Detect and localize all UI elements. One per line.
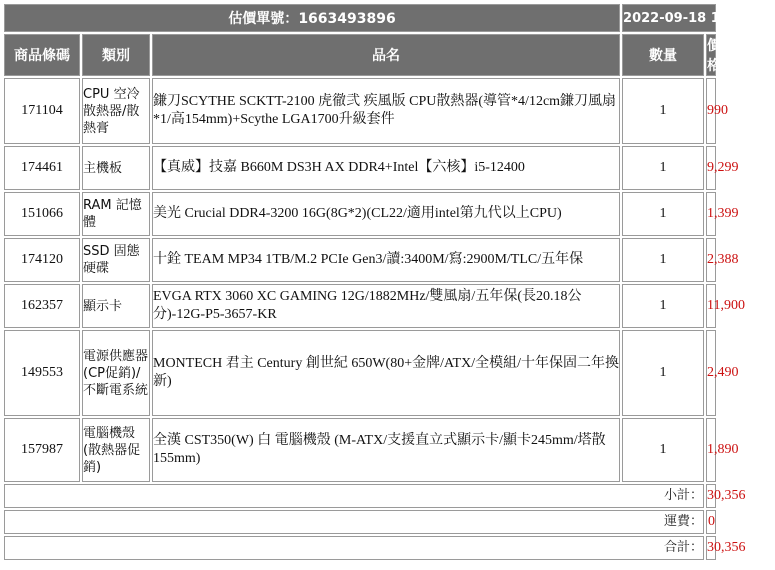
quote-timestamp: 2022-09-18 17:38:16: [622, 4, 716, 32]
quote-number: 1663493896: [298, 11, 396, 27]
table-row: [4, 418, 716, 482]
item-name: 十銓 TEAM MP34 1TB/M.2 PCIe Gen3/讀:3400M/寫:2900M/TLC/五年保: [152, 238, 620, 282]
item-code: 171104: [4, 78, 80, 144]
column-header-code: 商品條碼: [4, 34, 80, 76]
item-name: 美光 Crucial DDR4-3200 16G(8G*2)(CL22/適用intel第九代以上CPU): [152, 192, 620, 236]
item-qty: 1: [622, 146, 704, 190]
shipping-label: 運費：: [4, 510, 704, 534]
quote-number-label: 估價單號：: [228, 11, 299, 27]
item-category: SSD 固態硬碟: [82, 238, 150, 282]
quote-header-row: [4, 4, 716, 32]
item-price: 9,299: [706, 146, 716, 190]
summary-body: [4, 484, 746, 560]
item-code: 151066: [4, 192, 80, 236]
items-body: [4, 78, 746, 482]
item-category: 電腦機殼(散熱器促銷): [82, 418, 150, 482]
subtotal-label: 小計：: [4, 484, 704, 508]
item-qty: 1: [622, 78, 704, 144]
column-header-row: [4, 34, 716, 76]
shipping-row: [4, 510, 716, 534]
item-code: 162357: [4, 284, 80, 328]
table-row: [4, 146, 716, 190]
total-row: [4, 536, 716, 560]
shipping-value: 0: [706, 510, 716, 534]
item-qty: 1: [622, 418, 704, 482]
subtotal-row: [4, 484, 716, 508]
item-code: 157987: [4, 418, 80, 482]
total-value: 30,356: [706, 536, 716, 560]
item-code: 149553: [4, 330, 80, 416]
item-price: 1,890: [706, 418, 716, 482]
item-name: MONTECH 君主 Century 創世紀 650W(80+金牌/ATX/全模組/十年保固二年換新): [152, 330, 620, 416]
column-header-category: 類別: [82, 34, 150, 76]
table-row: [4, 192, 716, 236]
column-header-price: 價格: [706, 34, 716, 76]
subtotal-value: 30,356: [706, 484, 716, 508]
table-row: [4, 330, 716, 416]
column-header-qty: 數量: [622, 34, 704, 76]
table-row: [4, 78, 716, 144]
item-price: 1,399: [706, 192, 716, 236]
item-price: 2,388: [706, 238, 716, 282]
item-name: 【真威】技嘉 B660M DS3H AX DDR4+Intel【六核】i5-12400: [152, 146, 620, 190]
item-qty: 1: [622, 284, 704, 328]
item-price: 2,490: [706, 330, 716, 416]
table-row: [4, 284, 716, 328]
item-qty: 1: [622, 238, 704, 282]
item-name: 鎌刀SCYTHE SCKTT-2100 虎徹弐 疾風版 CPU散熱器(導管*4/12cm鎌刀風扇*1/高154mm)+Scythe LGA1700升級套件: [152, 78, 620, 144]
item-price: 990: [706, 78, 716, 144]
item-category: RAM 記憶體: [82, 192, 150, 236]
quote-table: [2, 2, 775, 562]
item-category: 顯示卡: [82, 284, 150, 328]
item-name: EVGA RTX 3060 XC GAMING 12G/1882MHz/雙風扇/五年保(長20.18公分)-12G-P5-3657-KR: [152, 284, 620, 328]
quote-sheet: [2, 2, 775, 562]
item-qty: 1: [622, 192, 704, 236]
quote-number-header: [4, 4, 620, 32]
item-category: 主機板: [82, 146, 150, 190]
table-row: [4, 238, 716, 282]
column-header-name: 品名: [152, 34, 620, 76]
item-code: 174120: [4, 238, 80, 282]
item-price: 11,900: [706, 284, 716, 328]
item-name: 全漢 CST350(W) 白 電腦機殼 (M-ATX/支援直立式顯示卡/顯卡245mm/塔散155mm): [152, 418, 620, 482]
item-qty: 1: [622, 330, 704, 416]
item-code: 174461: [4, 146, 80, 190]
item-category: CPU 空冷散熱器/散熱膏: [82, 78, 150, 144]
total-label: 合計：: [4, 536, 704, 560]
item-category: 電源供應器(CP促銷)/不斷電系統: [82, 330, 150, 416]
